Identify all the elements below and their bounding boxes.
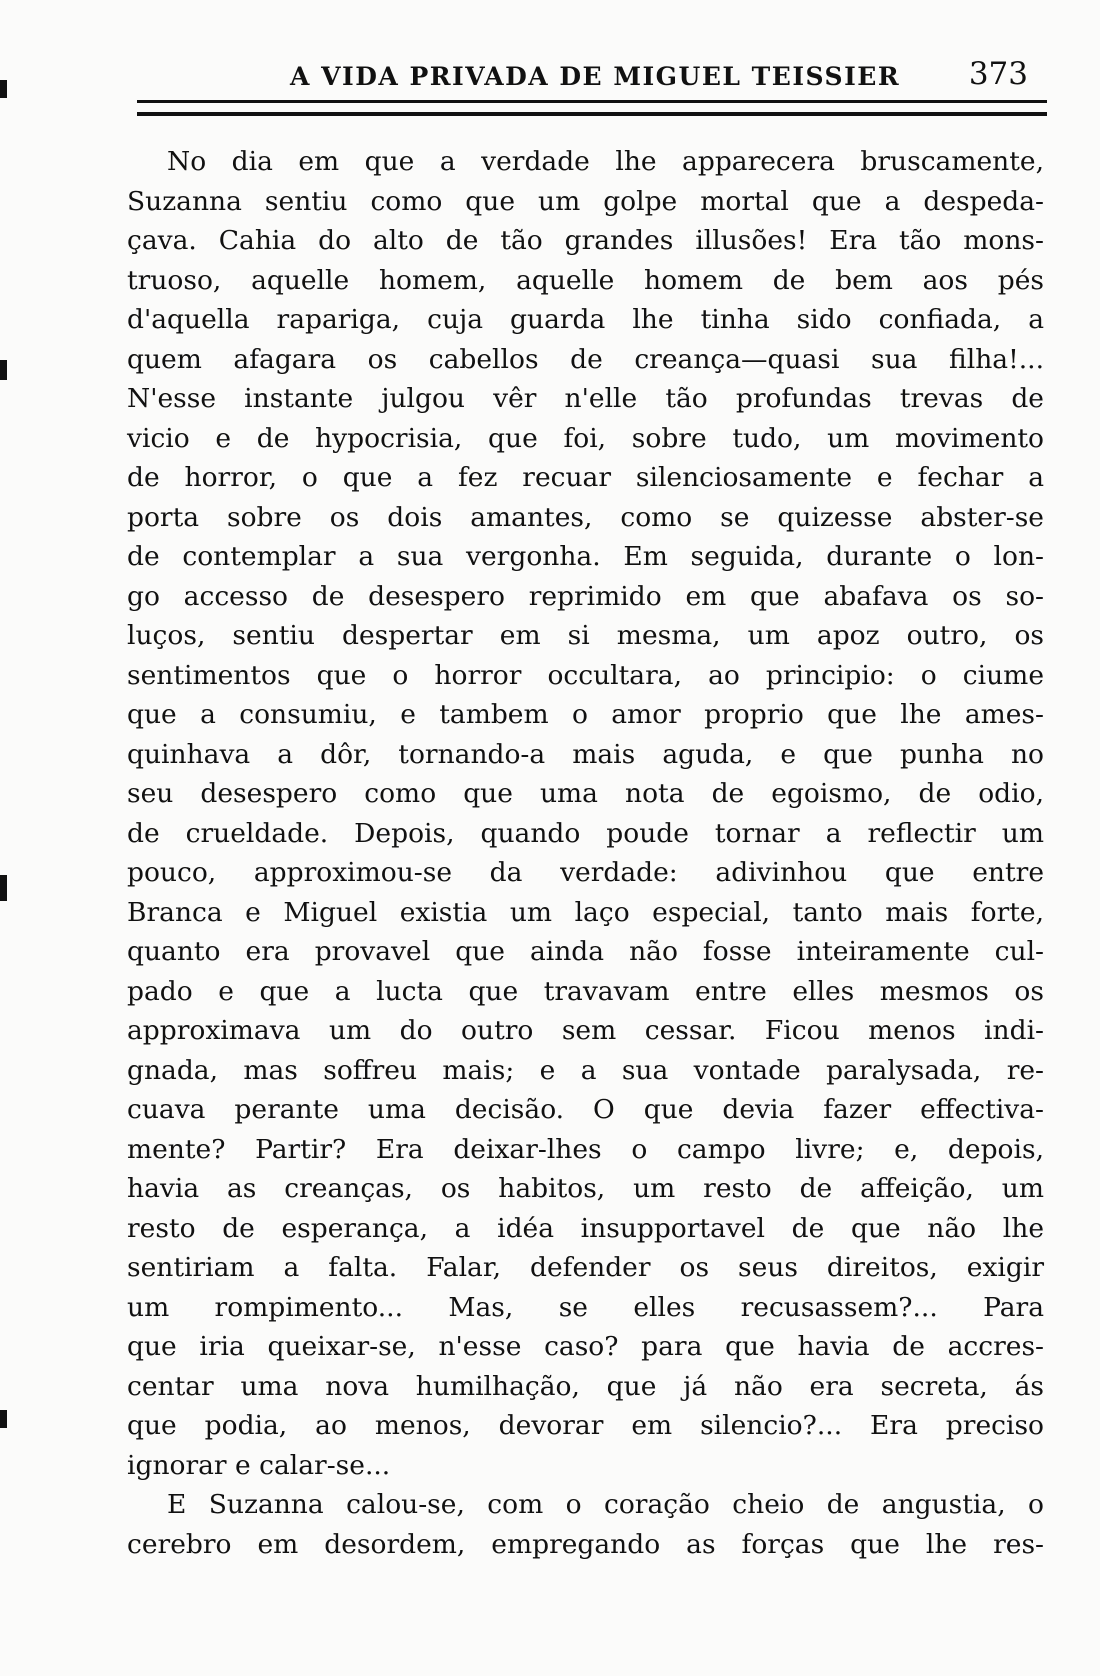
text-line: Branca e Miguel existia um laço especial, tanto mais forte, [127,896,1044,928]
text-line: approximava um do outro sem cessar. Ficou menos indi- [127,1015,1044,1046]
text-line: çava. Cahia do alto de tão grandes illusões! Era tão mons- [127,225,1044,256]
page-header [130,52,1050,102]
text-line: No dia em que a verdade lhe apparecera bruscamente, [167,146,1044,177]
text-line: de horror, o que a fez recuar silenciosamente e fechar a [127,462,1044,493]
text-line: N'esse instante julgou vêr n'elle tão profundas trevas de [127,383,1044,414]
text-line: cuava perante uma decisão. O que devia fazer effectiva- [127,1094,1044,1125]
text-line: resto de esperança, a idéa insupportavel de que não lhe [127,1212,1044,1244]
header-rule-top [137,100,1047,103]
text-line: pado e que a lucta que travavam entre elles mesmos os [127,975,1044,1007]
page-number: 373 [968,56,1028,92]
text-line: havia as creanças, os habitos, um resto de affeição, um [127,1173,1044,1204]
text-line: go accesso de desespero reprimido em que abafava os so- [127,580,1044,612]
text-line: d'aquella rapariga, cuja guarda lhe tinha sido confiada, a [127,304,1044,335]
text-line: de crueldade. Depois, quando poude tornar a reflectir um [127,817,1044,849]
scan-edge-mark [0,80,7,98]
text-line: Suzanna sentiu como que um golpe mortal que a despeda- [127,185,1044,217]
text-line: seu desespero como que uma nota de egoismo, de odio, [127,778,1044,809]
text-line: luços, sentiu despertar em si mesma, um apoz outro, os [127,620,1044,651]
header-rule-bottom [137,112,1047,116]
text-line: mente? Partir? Era deixar-lhes o campo livre; e, depois, [127,1133,1044,1165]
text-line: um rompimento... Mas, se elles recusassem?... Para [127,1291,1044,1323]
text-line: de contemplar a sua vergonha. Em seguida, durante o lon- [127,541,1044,572]
text-line: cerebro em desordem, empregando as forças que lhe res- [127,1528,1044,1560]
text-line: centar uma nova humilhação, que já não era secreta, ás [127,1370,1044,1402]
text-line: ignorar e calar-se... [127,1449,391,1481]
text-line: sentimentos que o horror occultara, ao principio: o ciume [127,659,1044,691]
text-line: que a consumiu, e tambem o amor proprio que lhe ames- [127,699,1044,730]
scan-edge-mark [0,1410,7,1428]
text-line: quanto era provavel que ainda não fosse inteiramente cul- [127,936,1044,967]
text-line: vicio e de hypocrisia, que foi, sobre tudo, um movimento [127,422,1044,454]
scan-edge-mark [0,360,7,380]
text-line: pouco, approximou-se da verdade: adivinhou que entre [127,857,1044,888]
scan-edge-mark [0,875,7,901]
text-line: quinhava a dôr, tornando-a mais aguda, e que punha no [127,738,1044,770]
body-text [127,142,1044,1564]
text-line: truoso, aquelle homem, aquelle homem de bem aos pés [127,264,1044,296]
text-line: gnada, mas soffreu mais; e a sua vontade paralysada, re- [127,1054,1044,1086]
running-title: A VIDA PRIVADA DE MIGUEL TEISSIER [290,62,901,91]
text-line: sentiriam a falta. Falar, defender os seus direitos, exigir [127,1252,1044,1283]
text-line: que podia, ao menos, devorar em silencio?... Era preciso [127,1410,1044,1441]
text-line: que iria queixar-se, n'esse caso? para que havia de accres- [127,1331,1044,1362]
text-line: E Suzanna calou-se, com o coração cheio de angustia, o [167,1489,1044,1520]
text-line: porta sobre os dois amantes, como se quizesse abster-se [127,501,1044,533]
text-line: quem afagara os cabellos de creança—quasi sua filha!... [127,343,1044,375]
